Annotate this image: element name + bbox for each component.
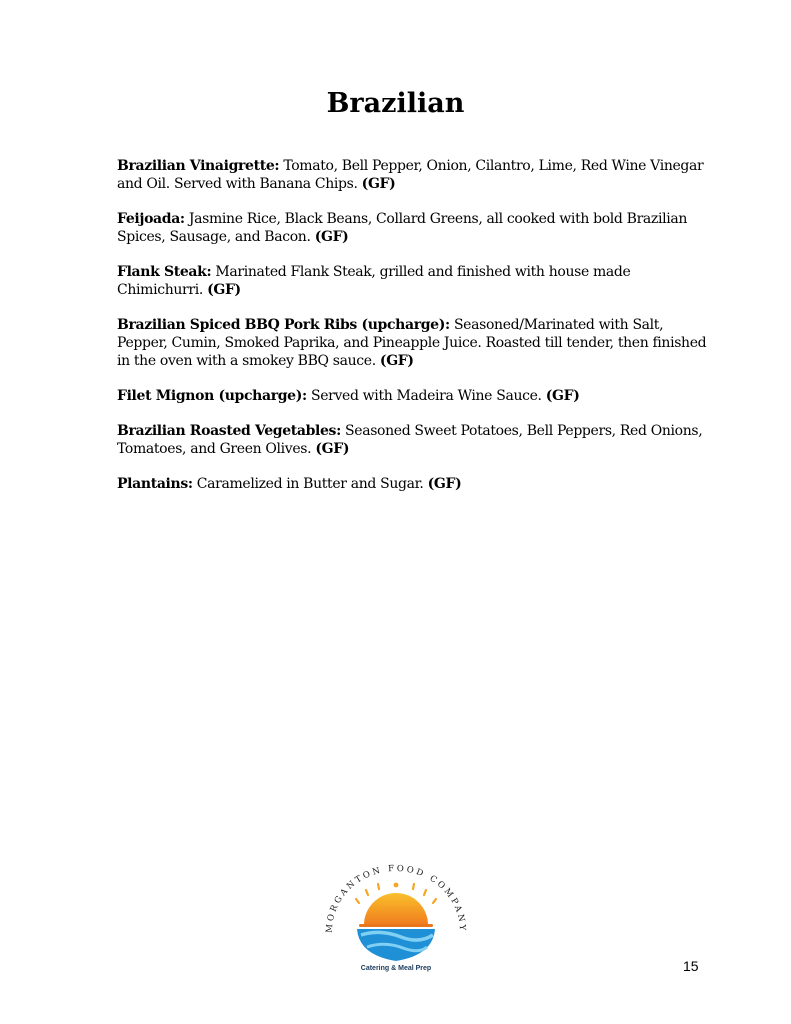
- menu-item-name: Feijoada:: [117, 211, 185, 227]
- cloche-icon: [359, 883, 433, 927]
- menu-item: [117, 316, 707, 370]
- menu-item-description: Seasoned Sweet Potatoes, Bell Peppers, Red Onions, Tomatoes, and Green Olives.: [117, 423, 703, 457]
- menu-item-name: Filet Mignon (upcharge):: [117, 388, 307, 404]
- gluten-free-tag: (GF): [315, 441, 350, 457]
- menu-item: [117, 475, 707, 493]
- menu-item: [117, 387, 707, 405]
- menu-item-name: Flank Steak:: [117, 264, 212, 280]
- menu-item-description: Jasmine Rice, Black Beans, Collard Greens, all cooked with bold Brazilian Spices, Sausage, and Bacon.: [117, 211, 687, 245]
- menu-item: [117, 210, 707, 246]
- gluten-free-tag: (GF): [427, 476, 462, 492]
- menu-item-name: Brazilian Roasted Vegetables:: [117, 423, 341, 439]
- menu-item-description: Served with Madeira Wine Sauce.: [310, 388, 542, 404]
- logo-tagline: Catering & Meal Prep: [360, 965, 432, 972]
- page-title: Brazilian: [326, 88, 465, 119]
- menu-item-description: Marinated Flank Steak, grilled and finished with house made Chimichurri.: [117, 264, 631, 298]
- logo-arc-text: MORGANTON FOOD COMPANY: [324, 863, 468, 934]
- menu-item-name: Brazilian Vinaigrette:: [117, 158, 280, 174]
- gluten-free-tag: (GF): [314, 229, 349, 245]
- page-number: 15: [683, 958, 699, 974]
- water-waves-icon: [357, 929, 435, 961]
- menu-item-description: Seasoned/Marinated with Salt, Pepper, Cumin, Smoked Paprika, and Pineapple Juice. Roasted till tender, then finished in the oven with a smokey BBQ sauce.: [117, 317, 707, 369]
- company-logo: [323, 855, 469, 975]
- gluten-free-tag: (GF): [379, 353, 414, 369]
- menu-item: [117, 422, 707, 458]
- gluten-free-tag: (GF): [361, 176, 396, 192]
- menu-list: [117, 157, 707, 510]
- menu-item-description: Caramelized in Butter and Sugar.: [196, 476, 424, 492]
- gluten-free-tag: (GF): [207, 282, 241, 298]
- menu-item: [117, 263, 707, 299]
- gluten-free-tag: (GF): [545, 388, 580, 404]
- menu-item: [117, 157, 707, 193]
- menu-item-name: Plantains:: [117, 476, 193, 492]
- menu-item-description: Tomato, Bell Pepper, Onion, Cilantro, Lime, Red Wine Vinegar and Oil. Served with Banana Chips.: [117, 158, 704, 192]
- menu-item-name: Brazilian Spiced BBQ Pork Ribs (upcharge):: [117, 317, 450, 333]
